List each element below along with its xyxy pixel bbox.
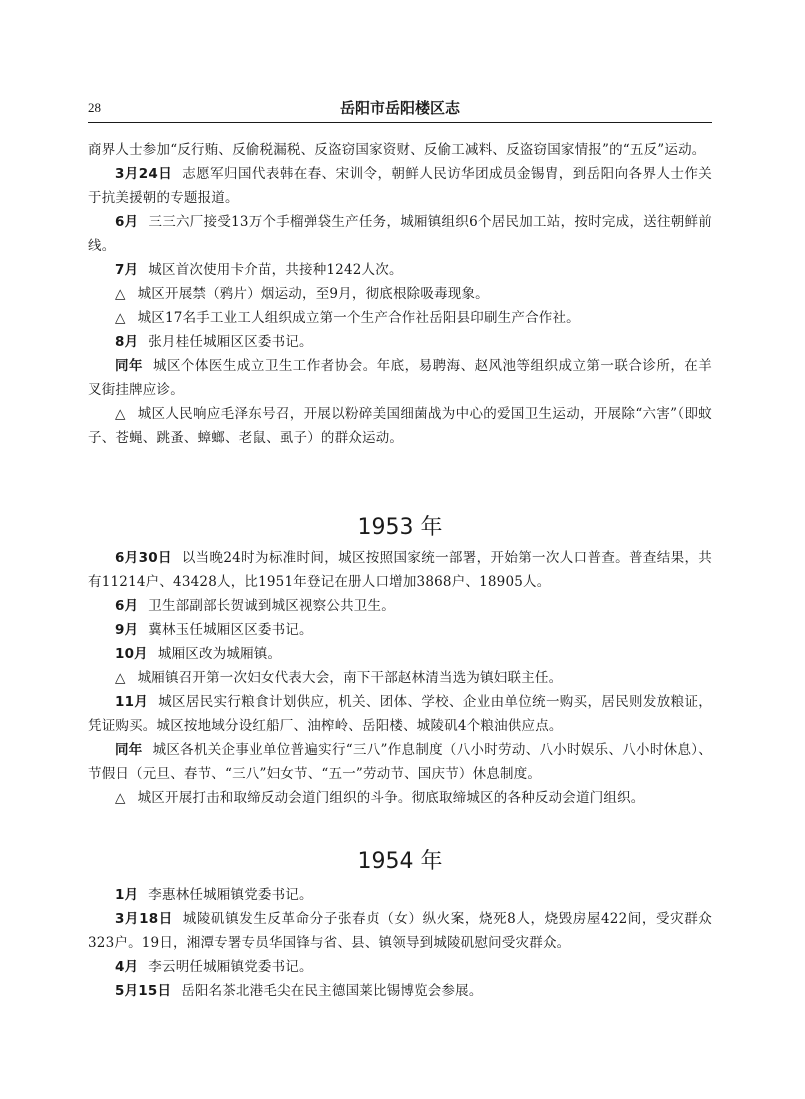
- year-1953-heading: 1953 年: [357, 515, 443, 540]
- entry-1953-sep: [88, 618, 712, 642]
- page-number: 28: [88, 100, 101, 115]
- entry-text: 李惠林任城厢镇党委书记。: [148, 887, 313, 903]
- entry-text: 三三六厂接受13万个手榴弹袋生产任务，城厢镇组织6个居民加工站，按时完成，送往朝鲜前线。: [88, 214, 713, 254]
- entry-text: 岳阳名茶北港毛尖在民主德国莱比锡博览会参展。: [181, 983, 483, 999]
- entry-date: 7月: [115, 262, 139, 278]
- year-1954-heading: 1954 年: [357, 849, 443, 874]
- continuation-paragraph: 商界人士参加“反行贿、反偷税漏税、反盗窃国家资财、反偷工减料、反盗窃国家情报”的“五反”运动。: [88, 142, 706, 158]
- entry-text: 城厢镇召开第一次妇女代表大会，南下干部赵林清当选为镇妇联主任。: [137, 670, 563, 686]
- entry-1954-may15: [88, 979, 712, 1003]
- entry-date: 6月: [115, 598, 139, 614]
- entry-text: 城区居民实行粮食计划供应，机关、团体、学校、企业由单位统一购买，居民则发放粮证，凭证购买。城区按地域分设红船厂、油榨岭、岳阳楼、城陵矶4个粮油供应点。: [88, 694, 712, 734]
- entry-1954-apr: [88, 955, 712, 979]
- triangle-marker: △: [115, 790, 126, 806]
- entry-1952-triangle-2: [88, 306, 712, 330]
- entry-date: 3月24日: [115, 166, 173, 182]
- entry-1954-jan: [88, 883, 712, 907]
- entry-1954-mar18: [88, 907, 712, 955]
- entry-date: 8月: [115, 334, 139, 350]
- entry-1953-jun: [88, 594, 712, 618]
- entry-1953-jun30: [88, 546, 712, 594]
- entry-1952-same-year: [88, 354, 712, 402]
- page-body: [88, 138, 713, 999]
- year-1954-heading-wrap: [88, 844, 712, 875]
- entry-1953-nov: [88, 690, 712, 738]
- entry-date: 1月: [115, 887, 139, 903]
- entry-date: 9月: [115, 622, 139, 638]
- entry-text: 城区各机关企事业单位普遍实行“三八”作息制度（八小时劳动、八小时娱乐、八小时休息）、节假日（元旦、春节、“三八”妇女节、“五一”劳动节、国庆节）休息制度。: [88, 742, 712, 782]
- entry-1952-jul: [88, 258, 712, 282]
- entry-text: 城区17名手工业工人组织成立第一个生产合作社岳阳县印刷生产合作社。: [137, 310, 580, 326]
- entry-text: 城区个体医生成立卫生工作者协会。年底，易聘海、赵风池等组织成立第一联合诊所，在羊叉街挂牌应诊。: [88, 358, 712, 398]
- entry-date: 10月: [115, 646, 148, 662]
- entry-1953-oct: [88, 642, 712, 666]
- entry-1953-same-year: [88, 738, 712, 786]
- entry-text: 城陵矶镇发生反革命分子张春贞（女）纵火案，烧死8人，烧毁房屋422间，受灾群众323户。19日，湘潭专署专员华国锋与省、县、镇领导到城陵矶慰问受灾群众。: [88, 911, 712, 951]
- year-1953-heading-wrap: [88, 510, 712, 541]
- entry-date: 同年: [115, 742, 143, 758]
- year-1953-entries: [88, 546, 712, 810]
- entry-text: 志愿军归国代表韩在春、宋训令，朝鲜人民访华团成员金锡胄，到岳阳向各界人士作关于抗美援朝的专题报道。: [88, 166, 712, 206]
- entry-text: 城区开展禁（鸦片）烟运动，至9月，彻底根除吸毒现象。: [137, 286, 489, 302]
- entry-1952-aug: [88, 330, 712, 354]
- entry-1953-triangle-1: [88, 666, 712, 690]
- triangle-marker: △: [115, 670, 126, 686]
- running-header: [88, 92, 712, 123]
- book-title: 岳阳市岳阳楼区志: [339, 99, 460, 117]
- entry-date: 11月: [115, 694, 149, 710]
- entry-text: 以当晚24时为标准时间，城区按照国家统一部署，开始第一次人口普查。普查结果，共有11214户、43428人，比1951年登记在册人口增加3868户、18905人。: [88, 550, 713, 590]
- entry-date: 6月30日: [115, 550, 172, 566]
- entry-date: 3月18日: [115, 911, 173, 927]
- triangle-marker: △: [115, 286, 126, 302]
- year-1954-entries: [88, 883, 712, 1003]
- entry-date: 同年: [115, 358, 143, 374]
- entry-text: 城区首次使用卡介苗，共接种1242人次。: [148, 262, 403, 278]
- entry-text: 城厢区改为城厢镇。: [157, 646, 282, 662]
- entry-1953-triangle-2: [88, 786, 712, 810]
- entry-text: 张月桂任城厢区区委书记。: [148, 334, 313, 350]
- entry-date: 5月15日: [115, 983, 172, 999]
- entry-1952-jun: [88, 210, 712, 258]
- entry-1952-triangle-1: [88, 282, 712, 306]
- entry-text: 城区人民响应毛泽东号召，开展以粉碎美国细菌战为中心的爱国卫生运动，开展除“六害”（即蚊子、苍蝇、跳蚤、蟑螂、老鼠、虱子）的群众运动。: [88, 406, 712, 446]
- entry-date: 6月: [115, 214, 139, 230]
- entry-1952-triangle-3: [88, 402, 712, 450]
- triangle-marker: △: [115, 310, 126, 326]
- entry-text: 冀林玉任城厢区区委书记。: [148, 622, 313, 638]
- entry-text: 李云明任城厢镇党委书记。: [148, 959, 313, 975]
- entry-1952-mar24: [88, 162, 712, 210]
- triangle-marker: △: [115, 406, 126, 422]
- entry-date: 4月: [115, 959, 139, 975]
- entry-text: 城区开展打击和取缔反动会道门组织的斗争。彻底取缔城区的各种反动会道门组织。: [137, 790, 645, 806]
- entry-text: 卫生部副部长贺诚到城区视察公共卫生。: [148, 598, 395, 614]
